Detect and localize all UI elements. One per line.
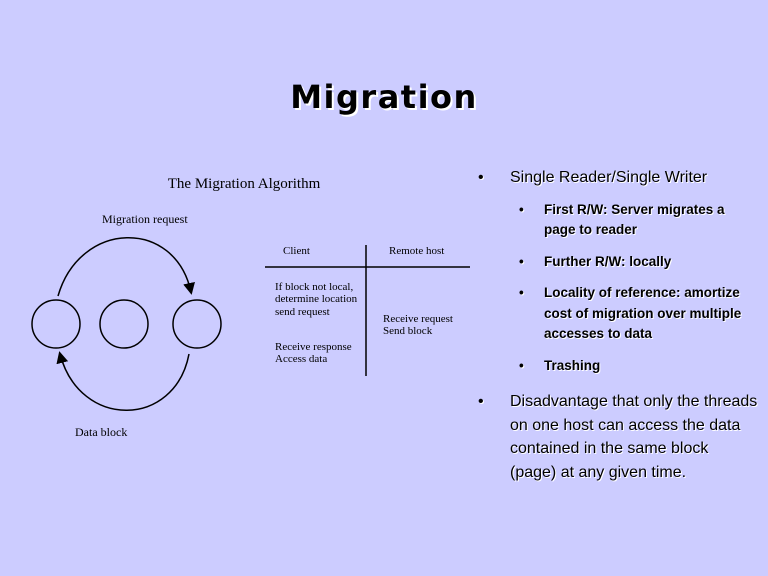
host-node-center [100, 300, 148, 348]
sub-bullet-item [478, 252, 758, 273]
bullet-text: Disadvantage that only the threads on one host can access the data contained in the same block (page) at any given time. [510, 393, 758, 481]
bullet-marker: • [519, 253, 524, 269]
sub-bullet-text: First R/W: Server migrates a page to reader [544, 201, 725, 237]
bullet-item [478, 390, 758, 484]
sub-bullet-text: Trashing [544, 357, 601, 373]
bullet-marker: • [519, 201, 524, 217]
bullet-marker: • [519, 285, 524, 300]
sub-bullet-text: Locality of reference: amortize cost of migration over multiple accesses to data [544, 285, 742, 341]
sub-bullet-text: Further R/W: locally [544, 253, 672, 269]
client-step1-line2: determine location [275, 293, 358, 305]
bullet-marker: • [478, 169, 484, 186]
migration-request-label: Migration request [102, 212, 188, 226]
bullet-item [478, 166, 758, 190]
sub-bullet-item [478, 356, 758, 377]
diagram-title: The Migration Algorithm [167, 176, 321, 192]
host-node-left [32, 300, 80, 348]
sub-bullet-item [478, 200, 758, 241]
sub-bullet-item [478, 283, 758, 345]
bullet-text: Single Reader/Single Writer [510, 169, 708, 186]
bullet-marker: • [478, 393, 484, 410]
bullet-list [478, 166, 758, 484]
client-step1-line3: send request [275, 306, 330, 318]
remote-step-line1: Receive request [383, 313, 453, 325]
remote-step-line2: Send block [383, 325, 433, 337]
data-block-label: Data block [75, 425, 128, 439]
host-node-right [173, 300, 221, 348]
client-step2-line2: Access data [275, 353, 328, 365]
migration-request-arc [58, 238, 191, 296]
client-header: Client [283, 245, 310, 257]
migration-algorithm-diagram [0, 150, 470, 460]
data-block-arc [60, 354, 189, 410]
remote-host-header: Remote host [389, 245, 445, 257]
bullet-marker: • [519, 357, 524, 373]
client-step1-line1: If block not local, [275, 281, 354, 293]
client-step2-line1: Receive response [275, 341, 352, 353]
slide-title: Migration [290, 78, 478, 116]
